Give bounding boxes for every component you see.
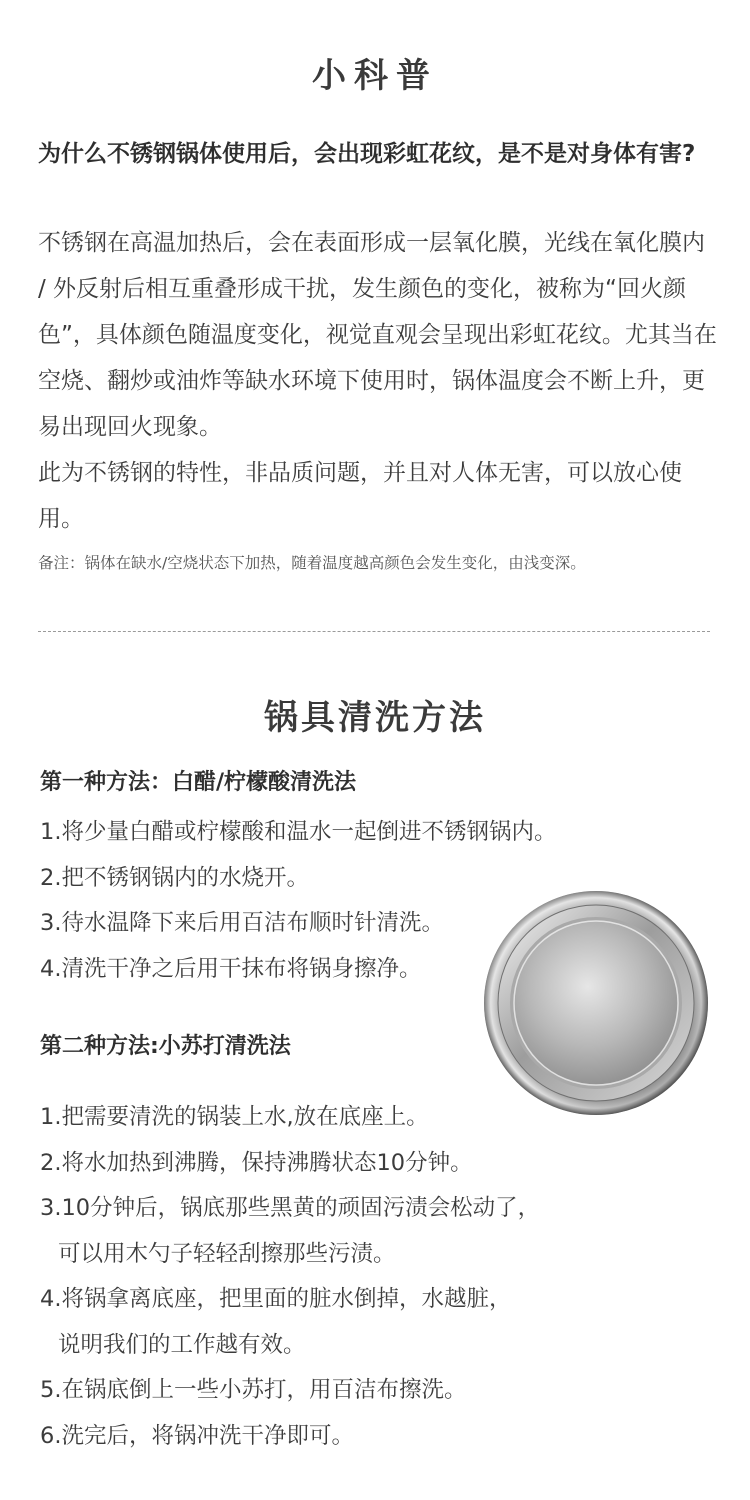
method-1-title: 第一种方法：白醋/柠檬酸清洗法 [40,770,357,795]
method-2-step: 3.10分钟后，锅底那些黑黄的顽固污渍会松动了， [40,1195,541,1221]
faq-answer-paragraph-1: 不锈钢在高温加热后，会在表面形成一层氧化膜，光线在氧化膜内 / 外反射后相互重叠形成干扰，发生颜色的变化，被称为“回火颜色”，具体颜色随温度变化，视觉直观会呈现出彩虹花纹。尤其当在空烧、翻炒或油炸等缺水环境下使用时，锅体温度会不断上升，更易出现回火现象。 [38,230,717,440]
faq-note: 备注：锅体在缺水/空烧状态下加热，随着温度越高颜色会发生变化，由浅变深。 [38,554,586,572]
method-2-step: 2.将水加热到沸腾，保持沸腾状态10分钟。 [40,1149,473,1176]
method-2-step-continuation: 可以用木勺子轻轻刮擦那些污渍。 [58,1240,396,1267]
method-1-step: 4.清洗干净之后用干抹布将锅身擦净。 [40,955,422,982]
method-2-step-continuation: 说明我们的工作越有效。 [58,1331,306,1358]
faq-answer-paragraph-2: 此为不锈钢的特性，非品质问题，并且对人体无害，可以放心使用。 [38,460,682,532]
method-1-step: 2.把不锈钢锅内的水烧开。 [40,864,309,891]
faq-answer [38,220,718,542]
method-1-step: 3.待水温降下来后用百洁布顺时针清洗。 [40,910,444,936]
method-2-step: 4.将锅拿离底座，把里面的脏水倒掉，水越脏， [40,1286,512,1312]
method-2-step: 6.洗完后，将锅冲洗干净即可。 [40,1422,354,1449]
method-2-steps [40,1095,740,1459]
section-title-science: 小科普 [312,56,438,96]
method-2-step: 1.把需要清洗的锅装上水,放在底座上。 [40,1104,429,1130]
section-title-cleaning: 锅具清洗方法 [264,698,486,738]
method-2-step: 5.在锅底倒上一些小苏打，用百洁布擦洗。 [40,1377,467,1403]
faq-question: 为什么不锈钢锅体使用后，会出现彩虹花纹，是不是对身体有害? [38,141,696,167]
method-1-step: 1.将少量白醋或柠檬酸和温水一起倒进不锈钢锅内。 [40,819,557,845]
stainless-pot-icon [482,889,710,1117]
dashed-divider [38,631,710,632]
method-2-title: 第二种方法:小苏打清洗法 [40,1034,291,1059]
